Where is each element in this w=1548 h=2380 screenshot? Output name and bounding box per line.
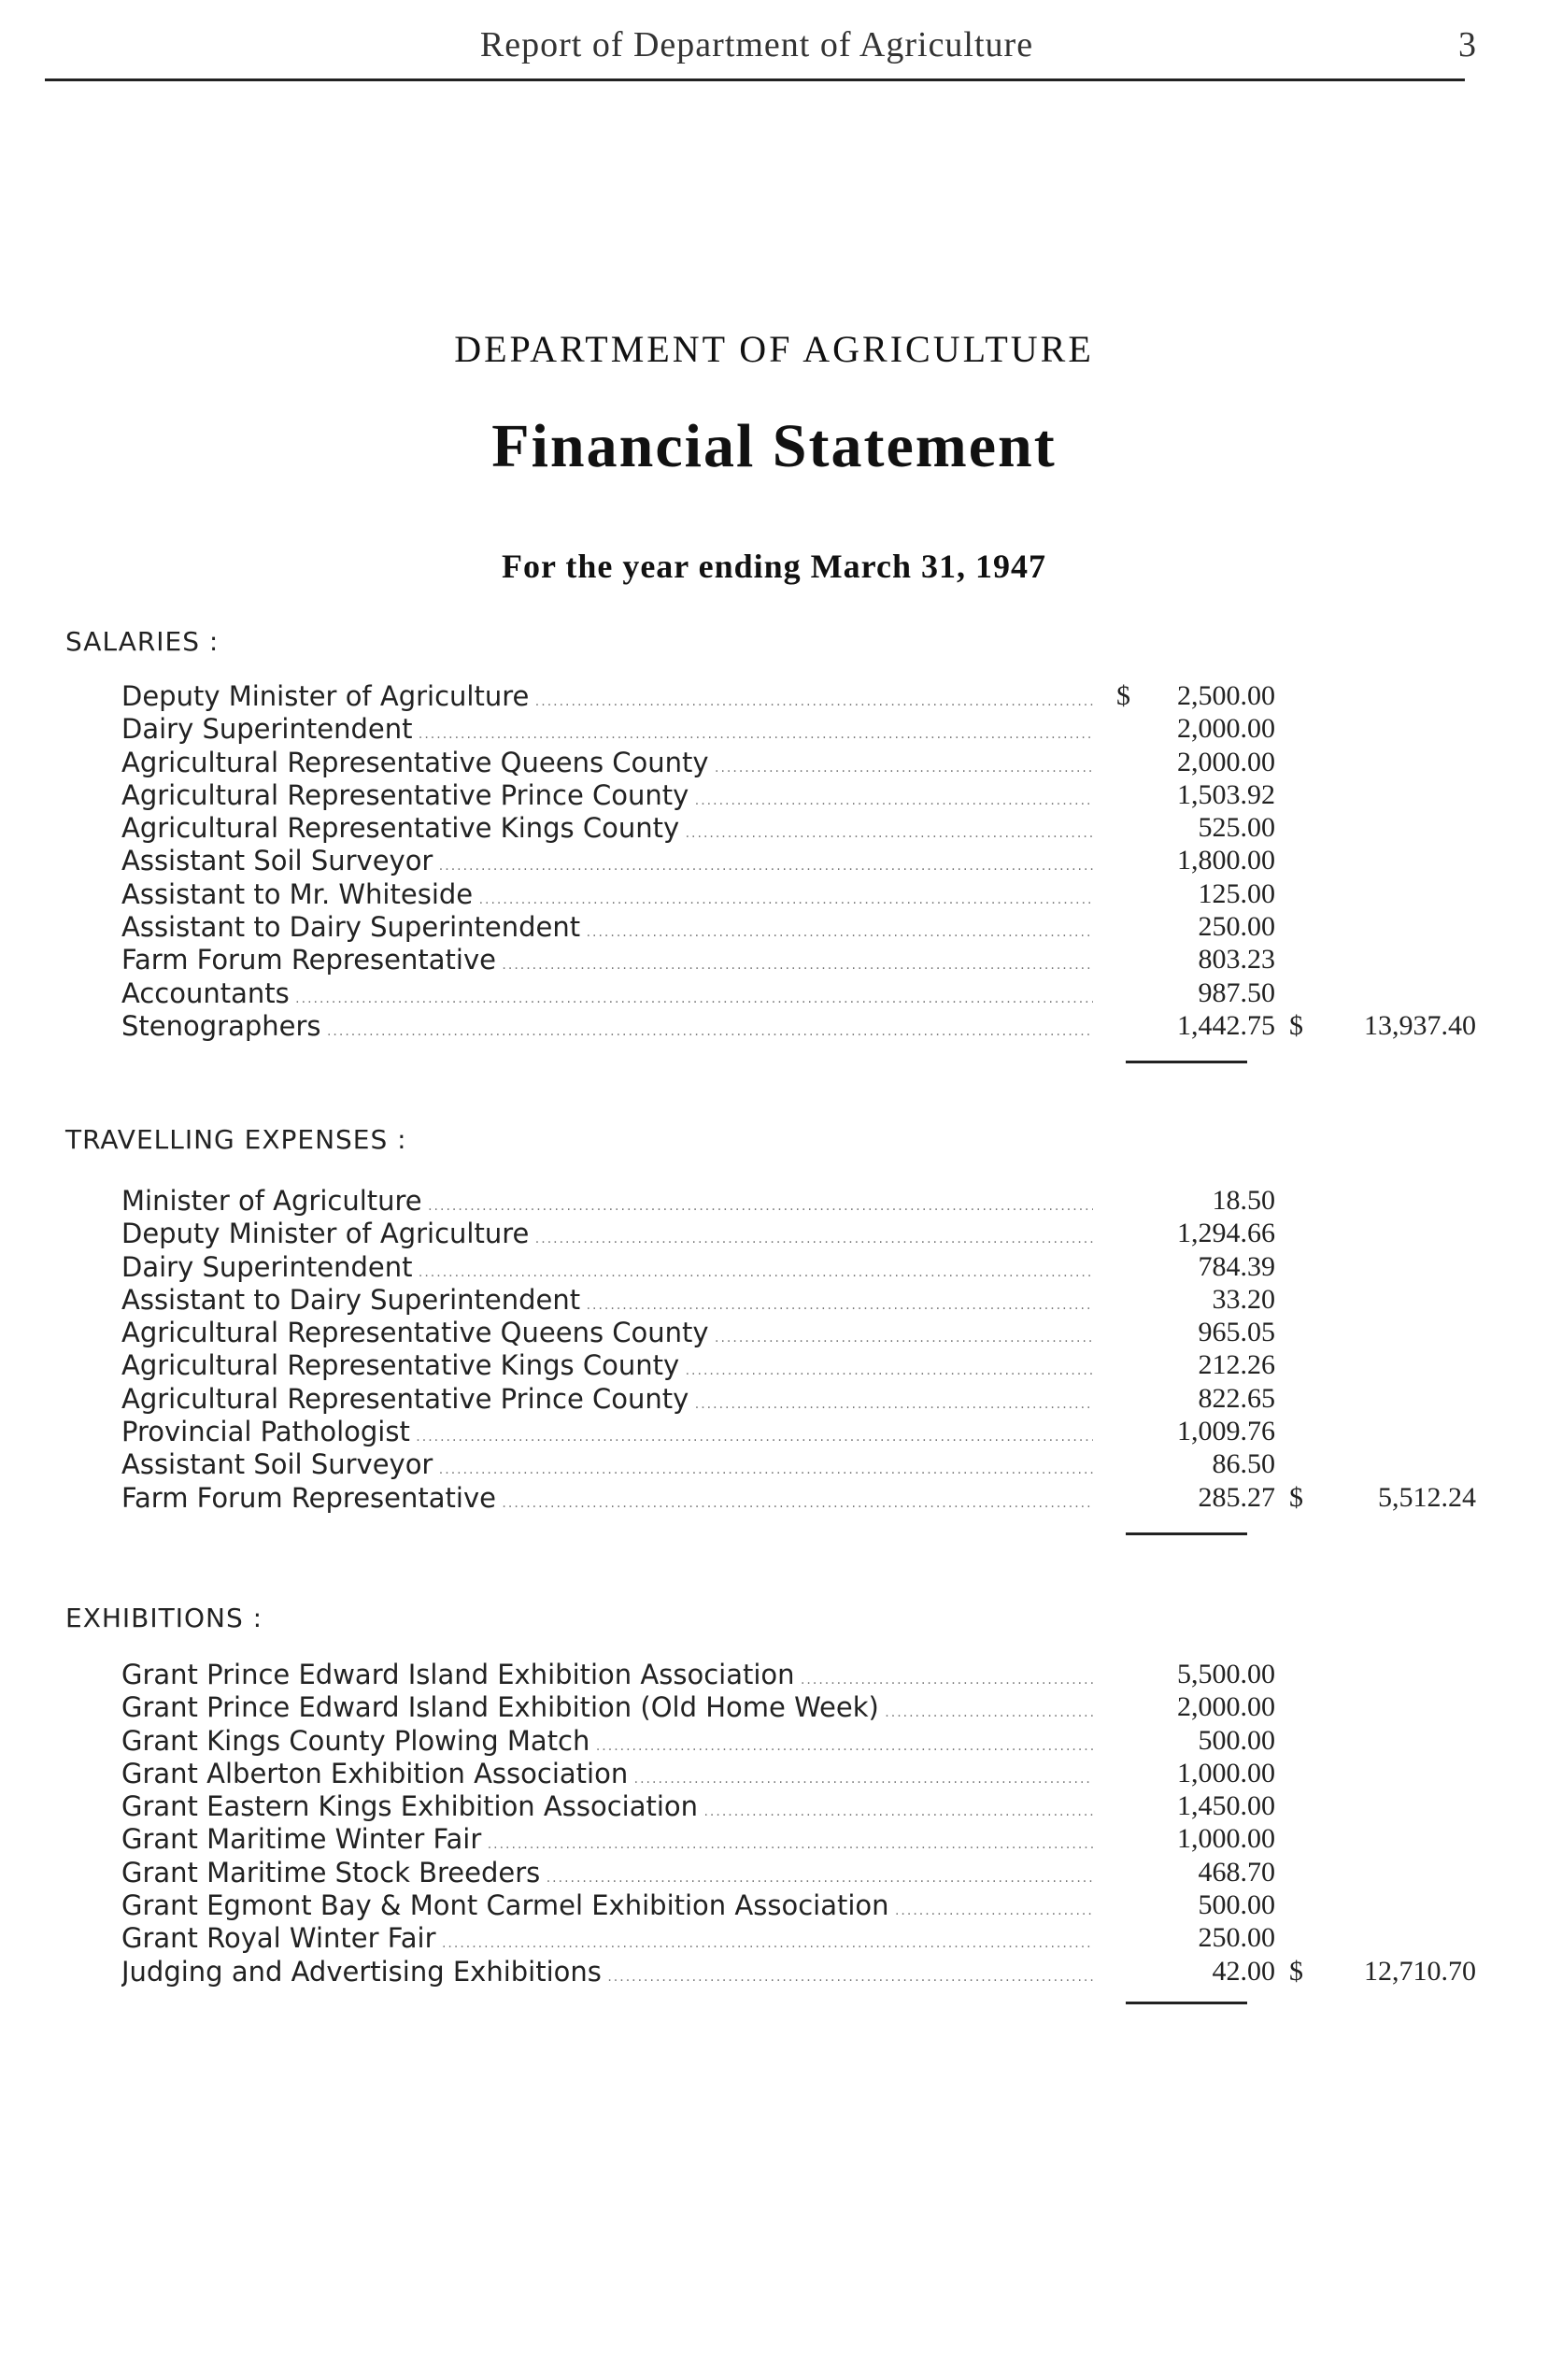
table-row: [121, 944, 1476, 976]
total-currency-sign: $: [1289, 1955, 1303, 1987]
row-amount: 2,000.00: [1177, 1691, 1275, 1723]
row-amount: 33.20: [1212, 1283, 1275, 1315]
table-row: [121, 1349, 1476, 1382]
row-label: Agricultural Representative Prince County .....: [121, 1383, 1093, 1415]
table-row: [121, 747, 1476, 779]
row-label: Grant Prince Edward Island Exhibition (Old Home Week) .....: [121, 1691, 1093, 1723]
page-number: 3: [1458, 25, 1476, 64]
table-row: [121, 1922, 1476, 1955]
row-label: Accountants .....: [121, 977, 1093, 1009]
row-amount: 18.50: [1212, 1185, 1275, 1216]
header-rule: [45, 78, 1465, 81]
total-value: 12,710.70: [1364, 1955, 1476, 1987]
row-label: Farm Forum Representative .....: [121, 944, 1093, 976]
row-label: Grant Eastern Kings Exhibition Association .....: [121, 1790, 1093, 1822]
salaries-table: [121, 680, 1476, 1043]
row-label: Agricultural Representative Prince County .....: [121, 779, 1093, 811]
row-label: Assistant to Dairy Superintendent .....: [121, 911, 1093, 943]
table-row: [121, 1956, 1476, 1988]
section-heading-exhibitions: EXHIBITIONS :: [65, 1603, 263, 1633]
table-row: [121, 1284, 1476, 1317]
department-heading: DEPARTMENT OF AGRICULTURE: [454, 328, 1094, 370]
row-amount: 1,450.00: [1177, 1790, 1275, 1822]
row-amount: 2,000.00: [1177, 746, 1275, 777]
row-amount: 1,000.00: [1177, 1757, 1275, 1789]
row-label: Assistant Soil Surveyor .....: [121, 845, 1093, 876]
table-row: [121, 1317, 1476, 1349]
row-amount: 1,294.66: [1177, 1218, 1275, 1249]
table-row: [121, 1857, 1476, 1889]
section-heading-salaries: SALARIES :: [65, 626, 220, 657]
row-label: Deputy Minister of Agriculture .....: [121, 1218, 1093, 1249]
row-amount: 1,000.00: [1177, 1823, 1275, 1855]
row-amount: 250.00: [1198, 911, 1275, 943]
row-label: Assistant to Mr. Whiteside .....: [121, 878, 1093, 910]
row-label: Grant Kings County Plowing Match .....: [121, 1725, 1093, 1757]
table-row: [121, 1691, 1476, 1724]
table-row: [121, 1416, 1476, 1448]
row-label: Stenographers .....: [121, 1010, 1093, 1042]
row-label: Grant Maritime Stock Breeders .....: [121, 1857, 1093, 1888]
table-row: [121, 1185, 1476, 1218]
page-title: Financial Statement: [491, 412, 1057, 480]
row-label: Dairy Superintendent .....: [121, 713, 1093, 745]
exhibitions-table: [121, 1659, 1476, 1988]
row-label: Assistant Soil Surveyor .....: [121, 1448, 1093, 1480]
table-row: [121, 845, 1476, 877]
row-amount: 1,800.00: [1177, 845, 1275, 876]
row-label: Provincial Pathologist .....: [121, 1416, 1093, 1447]
row-label: Agricultural Representative Queens County .....: [121, 1317, 1093, 1348]
total-value: 13,937.40: [1364, 1009, 1476, 1041]
table-row: [121, 1823, 1476, 1856]
currency-sign: $: [1116, 680, 1130, 711]
row-amount: 1,009.76: [1177, 1416, 1275, 1447]
total-currency-sign: $: [1289, 1481, 1303, 1513]
row-amount: 525.00: [1198, 812, 1275, 844]
total-value: 5,512.24: [1378, 1481, 1476, 1513]
row-label: Agricultural Representative Queens County .....: [121, 747, 1093, 778]
table-row: [121, 1448, 1476, 1481]
page-subtitle: For the year ending March 31, 1947: [502, 548, 1046, 585]
table-row: [121, 977, 1476, 1010]
row-label: Deputy Minister of Agriculture .....: [121, 680, 1093, 712]
row-label: Grant Maritime Winter Fair .....: [121, 1823, 1093, 1855]
row-label: Assistant to Dairy Superintendent .....: [121, 1284, 1093, 1316]
row-amount: 212.26: [1198, 1349, 1275, 1381]
section-total: [1289, 1010, 1476, 1042]
row-label: Agricultural Representative Kings County .....: [121, 812, 1093, 844]
travelling-table: [121, 1185, 1476, 1515]
row-label: Grant Prince Edward Island Exhibition Association .....: [121, 1659, 1093, 1690]
row-amount: 125.00: [1198, 877, 1275, 909]
table-row: [121, 1218, 1476, 1250]
row-amount: 500.00: [1198, 1724, 1275, 1756]
table-row: [121, 878, 1476, 911]
table-row: [121, 1010, 1476, 1043]
row-amount: 1,442.75: [1177, 1009, 1275, 1041]
row-amount: 5,500.00: [1177, 1659, 1275, 1689]
row-amount: 42.00: [1212, 1955, 1275, 1987]
row-label: Dairy Superintendent .....: [121, 1251, 1093, 1283]
row-amount: 987.50: [1198, 976, 1275, 1008]
exhibitions-total-rule: [1126, 2002, 1247, 2004]
row-label: Agricultural Representative Kings County .....: [121, 1349, 1093, 1381]
travelling-total-rule: [1126, 1532, 1247, 1535]
table-row: [121, 713, 1476, 746]
running-header: [37, 17, 1476, 73]
table-row: [121, 812, 1476, 845]
salaries-total-rule: [1126, 1061, 1247, 1063]
row-amount: 285.27: [1198, 1481, 1275, 1513]
section-heading-travelling: TRAVELLING EXPENSES :: [65, 1124, 407, 1155]
table-row: [121, 1383, 1476, 1416]
row-amount: 965.05: [1198, 1317, 1275, 1348]
row-label: Grant Royal Winter Fair .....: [121, 1922, 1093, 1954]
table-row: [121, 1790, 1476, 1823]
row-label: Judging and Advertising Exhibitions .....: [121, 1956, 1093, 1988]
section-total: [1289, 1482, 1476, 1514]
table-row: [121, 680, 1476, 713]
table-row: [121, 1725, 1476, 1758]
row-label: Farm Forum Representative .....: [121, 1482, 1093, 1514]
row-amount: 784.39: [1198, 1250, 1275, 1282]
table-row: [121, 1482, 1476, 1515]
row-label: Grant Egmont Bay & Mont Carmel Exhibition Association .....: [121, 1889, 1093, 1921]
row-label: Minister of Agriculture .....: [121, 1185, 1093, 1217]
row-amount: 2,000.00: [1177, 713, 1275, 745]
running-header-title: Report of Department of Agriculture: [479, 25, 1034, 64]
table-row: [121, 911, 1476, 944]
row-amount: 250.00: [1198, 1922, 1275, 1954]
row-amount: 1,503.92: [1177, 778, 1275, 810]
table-row: [121, 1659, 1476, 1691]
row-amount: 2,500.00: [1177, 680, 1275, 711]
row-amount: 468.70: [1198, 1856, 1275, 1888]
row-amount: 803.23: [1198, 944, 1275, 976]
row-amount: 822.65: [1198, 1382, 1275, 1414]
table-row: [121, 1889, 1476, 1922]
total-currency-sign: $: [1289, 1009, 1303, 1041]
row-amount: 86.50: [1212, 1448, 1275, 1480]
table-row: [121, 1251, 1476, 1284]
table-row: [121, 1758, 1476, 1790]
row-label: Grant Alberton Exhibition Association .....: [121, 1758, 1093, 1789]
section-total: [1289, 1956, 1476, 1988]
row-amount: 500.00: [1198, 1889, 1275, 1921]
table-row: [121, 779, 1476, 812]
